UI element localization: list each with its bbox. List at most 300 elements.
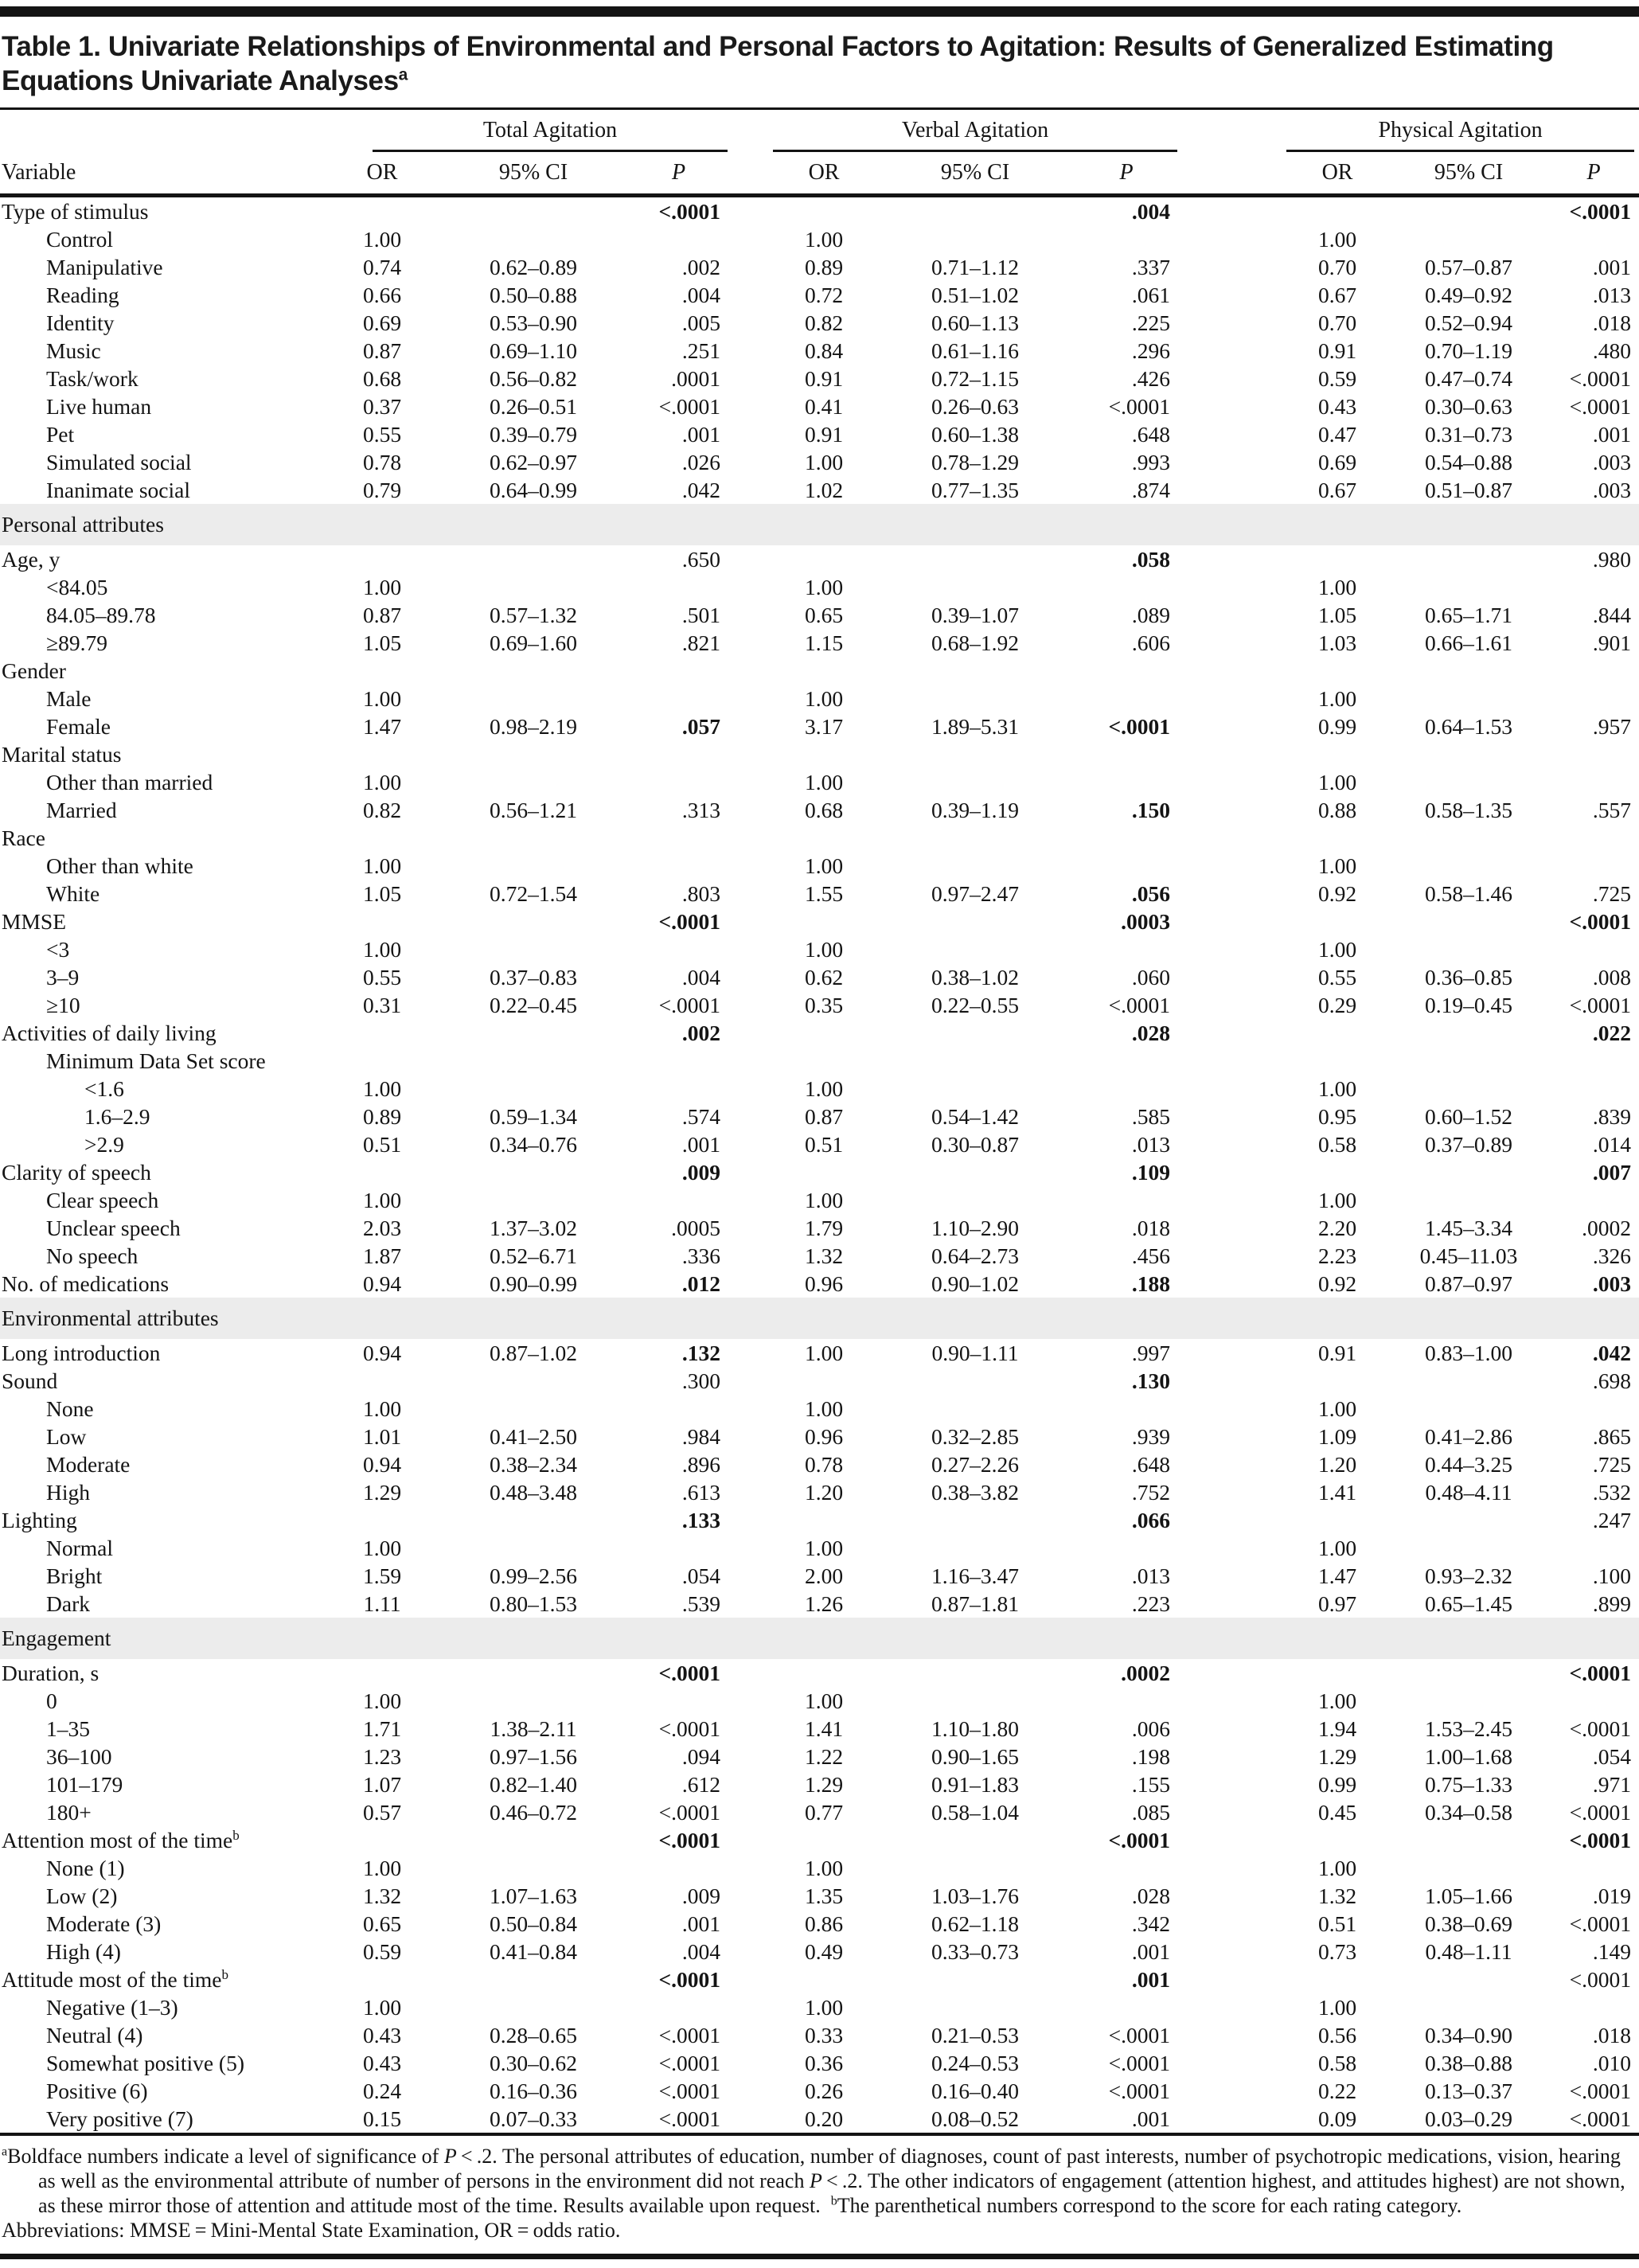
table-row	[0, 365, 1639, 392]
ci-cell: 0.48–1.11	[1425, 1939, 1512, 1964]
ci-cell: 0.58–1.04	[931, 1800, 1020, 1825]
or-cell: 2.00	[804, 1563, 844, 1588]
or-cell: 0.55	[1317, 965, 1357, 990]
p-cell: .874	[1131, 478, 1171, 502]
ci-cell	[876, 1965, 1075, 1993]
p-cell: .058	[1131, 547, 1171, 572]
spacer-cell	[1178, 824, 1286, 852]
spacer-cell	[728, 880, 772, 908]
p-cell	[629, 1687, 728, 1715]
or-cell	[1286, 196, 1389, 226]
p-cell: .501	[681, 603, 721, 627]
variable-cell: 36–100	[46, 1744, 112, 1769]
or-cell: 1.00	[804, 1688, 844, 1713]
spacer-cell	[1178, 281, 1286, 309]
table-body	[0, 196, 1639, 2135]
ci-cell	[876, 1367, 1075, 1395]
ci-cell	[438, 545, 629, 573]
table-row	[0, 768, 1639, 796]
ci-cell	[438, 1506, 629, 1534]
spacer-cell	[1178, 1965, 1286, 1993]
or-cell: 0.35	[804, 993, 844, 1017]
or-cell	[326, 1047, 438, 1075]
ci-cell: 0.53–0.90	[490, 310, 577, 335]
or-cell: 1.00	[804, 937, 844, 962]
or-cell: 1.41	[804, 1716, 844, 1741]
or-cell: 0.58	[1317, 2051, 1357, 2075]
table-row	[0, 2105, 1639, 2134]
table-row	[0, 1103, 1639, 1130]
ci-cell: 0.64–0.99	[490, 478, 577, 502]
ci-cell: 0.27–2.26	[931, 1452, 1020, 1477]
ci-cell: 0.38–2.34	[490, 1452, 577, 1477]
variable-cell: <3	[46, 937, 70, 962]
ci-cell: 0.45–11.03	[1419, 1243, 1518, 1268]
ci-cell	[1389, 1826, 1548, 1854]
or-cell: 1.29	[804, 1772, 844, 1797]
or-cell: 1.00	[362, 1995, 402, 2020]
p-cell: .899	[1592, 1591, 1632, 1616]
ci-cell: 0.64–2.73	[931, 1243, 1020, 1268]
variable-cell: Other than married	[46, 770, 213, 794]
or-cell: 1.94	[1317, 1716, 1357, 1741]
variable-cell: Race	[2, 826, 45, 850]
spacer-cell	[1178, 2049, 1286, 2077]
p-cell: <.0001	[1108, 2023, 1171, 2047]
p-cell: .997	[1131, 1341, 1171, 1365]
spacer-cell	[1178, 309, 1286, 337]
p-cell: .132	[681, 1341, 721, 1365]
table-row	[0, 1242, 1639, 1270]
ci-cell	[438, 1075, 629, 1103]
spacer-cell	[728, 1103, 772, 1130]
table-row	[0, 796, 1639, 824]
table-row	[0, 1715, 1639, 1743]
spacer-cell	[1178, 1770, 1286, 1798]
column-header-ci-verbal: 95% CI	[876, 153, 1075, 196]
p-cell: .012	[681, 1271, 721, 1296]
p-cell: <.0001	[658, 2106, 721, 2131]
spacer-cell	[1178, 365, 1286, 392]
p-cell: .839	[1592, 1104, 1632, 1129]
spacer-cell	[1178, 796, 1286, 824]
variable-cell: Pet	[46, 422, 75, 447]
table-row	[0, 1770, 1639, 1798]
p-cell: <.0001	[658, 2079, 721, 2103]
variable-cell: No. of medications	[2, 1271, 170, 1296]
p-cell: .054	[1592, 1744, 1632, 1769]
spacer-cell	[728, 1590, 772, 1618]
column-header-ci-total: 95% CI	[438, 153, 629, 196]
p-cell: .008	[1592, 965, 1632, 990]
p-cell: .532	[1592, 1480, 1632, 1505]
or-cell	[772, 545, 876, 573]
ci-cell	[876, 1019, 1075, 1047]
ci-cell: 0.64–1.53	[1425, 714, 1513, 739]
variable-cell: 1.6–2.9	[84, 1104, 150, 1129]
ci-cell	[876, 1075, 1075, 1103]
p-cell: .013	[1592, 283, 1632, 307]
variable-cell: Gender	[2, 658, 66, 683]
p-cell	[629, 768, 728, 796]
spacer-cell	[1178, 2021, 1286, 2049]
ci-cell	[438, 740, 629, 768]
or-cell: 0.74	[362, 255, 402, 279]
or-cell: 2.23	[1317, 1243, 1357, 1268]
or-cell: 0.45	[1317, 1800, 1357, 1825]
or-cell: 1.00	[804, 1341, 844, 1365]
table-row	[0, 935, 1639, 963]
p-cell: <.0001	[1569, 1967, 1632, 1992]
spacer-cell	[728, 601, 772, 629]
spacer-cell	[1178, 392, 1286, 420]
or-cell: 0.82	[362, 798, 402, 822]
ci-cell: 0.41–0.84	[490, 1939, 577, 1964]
or-cell: 1.00	[1317, 1688, 1357, 1713]
p-cell: .326	[1592, 1243, 1632, 1268]
ci-cell: 0.78–1.29	[931, 450, 1020, 474]
or-cell: 0.84	[804, 338, 844, 363]
or-cell	[326, 1019, 438, 1047]
spacer-cell	[1178, 935, 1286, 963]
table-row	[0, 1450, 1639, 1478]
ci-cell	[876, 1854, 1075, 1882]
spacer-cell	[1178, 1214, 1286, 1242]
or-cell	[1286, 1019, 1389, 1047]
or-cell: 0.95	[1317, 1104, 1357, 1129]
variable-cell: Music	[46, 338, 101, 363]
ci-cell: 0.19–0.45	[1425, 993, 1513, 1017]
or-cell: 0.22	[1317, 2079, 1357, 2103]
table-row	[0, 1339, 1639, 1367]
ci-cell	[438, 1395, 629, 1423]
p-cell: .002	[681, 255, 721, 279]
ci-cell: 0.37–0.83	[490, 965, 577, 990]
p-cell	[1548, 1186, 1639, 1214]
footnote-text: $^a$Boldface numbers indicate a level of significance of P < .2. The personal attributes of education, number of diagnoses, count of past interests, number of psychotropic medications, vision, hearing as well as the environmental attribute of number of persons in the environment did not reach P < .2. The other indicators of engagement (attention highest, and attitudes highest) are not shown, as these mirror those of attention and attitude most of the time. Results available upon request. $^b$The parenthetical numbers correspond to the score for each rating category.	[2, 2145, 1625, 2217]
p-cell: .480	[1592, 338, 1632, 363]
p-cell	[1075, 1075, 1178, 1103]
or-cell: 0.67	[1317, 283, 1357, 307]
variable-cell: White	[46, 881, 100, 906]
ci-cell: 0.97–1.56	[490, 1744, 577, 1769]
or-cell: 0.91	[804, 366, 844, 391]
or-cell: 0.96	[804, 1424, 844, 1449]
ci-cell: 0.48–4.11	[1425, 1480, 1512, 1505]
p-cell: .612	[681, 1772, 721, 1797]
ci-cell: 0.03–0.29	[1425, 2106, 1513, 2131]
spacer-cell	[1178, 1270, 1286, 1298]
or-cell	[1286, 824, 1389, 852]
variable-cell: Very positive (7)	[46, 2106, 193, 2131]
spacer-cell	[728, 2105, 772, 2134]
spacer-cell	[728, 935, 772, 963]
p-cell: .557	[1592, 798, 1632, 822]
p-cell	[629, 225, 728, 253]
spacer-cell	[1178, 1186, 1286, 1214]
spacer-cell	[1178, 110, 1286, 153]
variable-cell: Other than white	[46, 853, 193, 878]
or-cell: 1.00	[804, 450, 844, 474]
table-row	[0, 1590, 1639, 1618]
ci-cell	[876, 1395, 1075, 1423]
or-cell	[1286, 1506, 1389, 1534]
or-cell	[772, 1506, 876, 1534]
p-cell	[1548, 1993, 1639, 2021]
title-line-1: Table 1. Univariate Relationships of Environmental and Personal Factors to Agitation: Results of Generalized Estimating	[2, 31, 1554, 62]
spacer-cell	[728, 1214, 772, 1242]
or-cell: 0.72	[804, 283, 844, 307]
p-cell	[1075, 1186, 1178, 1214]
table-row	[0, 963, 1639, 991]
p-cell	[1075, 685, 1178, 712]
variable-cell: Negative (1–3)	[46, 1995, 178, 2020]
p-cell	[1548, 225, 1639, 253]
or-cell: 1.00	[804, 575, 844, 599]
spacer-cell	[728, 1854, 772, 1882]
spacer-cell	[1178, 1478, 1286, 1506]
p-cell	[1075, 1687, 1178, 1715]
spacer-cell	[1178, 1910, 1286, 1938]
p-cell	[629, 1993, 728, 2021]
ci-cell	[1389, 1854, 1548, 1882]
table-row	[0, 824, 1639, 852]
or-cell	[1286, 1826, 1389, 1854]
or-cell: 0.43	[362, 2023, 402, 2047]
ci-cell: 0.98–2.19	[490, 714, 577, 739]
ci-cell: 0.07–0.33	[490, 2106, 577, 2131]
spacer-cell	[728, 1242, 772, 1270]
or-cell: 1.71	[362, 1716, 402, 1741]
p-cell: <.0001	[658, 394, 721, 419]
or-cell: 1.00	[1317, 937, 1357, 962]
p-cell: <.0001	[1108, 993, 1171, 1017]
or-cell: 0.69	[362, 310, 402, 335]
spacer-cell	[1178, 2105, 1286, 2134]
or-cell: 1.47	[1317, 1563, 1357, 1588]
p-cell: .752	[1131, 1480, 1171, 1505]
variable-cell: Clarity of speech	[2, 1160, 151, 1185]
or-cell: 1.00	[362, 1536, 402, 1560]
spacer-cell	[1178, 1993, 1286, 2021]
or-cell: 1.05	[1317, 603, 1357, 627]
or-cell: 1.15	[804, 630, 844, 655]
ci-cell: 0.75–1.33	[1425, 1772, 1513, 1797]
p-cell: .313	[681, 798, 721, 822]
ci-cell: 0.90–1.11	[931, 1341, 1019, 1365]
table-row	[0, 1395, 1639, 1423]
p-cell: .060	[1131, 965, 1171, 990]
ci-cell: 1.05–1.66	[1425, 1883, 1513, 1908]
or-cell	[1286, 545, 1389, 573]
or-cell: 0.99	[1317, 714, 1357, 739]
or-cell: 0.15	[362, 2106, 402, 2131]
spacer-cell	[728, 1826, 772, 1854]
or-cell: 0.41	[804, 394, 844, 419]
p-cell: .725	[1592, 1452, 1632, 1477]
ci-cell: 1.89–5.31	[931, 714, 1020, 739]
or-cell: 1.05	[362, 630, 402, 655]
ci-cell	[1389, 1395, 1548, 1423]
ci-cell	[438, 1158, 629, 1186]
ci-cell: 0.51–0.87	[1425, 478, 1513, 502]
p-cell: .005	[681, 310, 721, 335]
spacer-cell	[728, 153, 772, 196]
or-cell: 0.36	[804, 2051, 844, 2075]
or-cell: 1.00	[362, 1856, 402, 1880]
ci-cell: 0.87–1.81	[931, 1591, 1020, 1616]
ci-cell	[1389, 935, 1548, 963]
variable-cell: Reading	[46, 283, 119, 307]
ci-cell: 0.60–1.52	[1425, 1104, 1513, 1129]
ci-cell: 0.22–0.45	[490, 993, 577, 1017]
ci-cell	[438, 1186, 629, 1214]
or-cell: 0.73	[1317, 1939, 1357, 1964]
ci-cell: 0.22–0.55	[931, 993, 1020, 1017]
page-title	[2, 29, 1639, 98]
ci-cell	[876, 573, 1075, 601]
table-row	[0, 2077, 1639, 2105]
ci-cell: 0.51–1.02	[931, 283, 1020, 307]
p-cell: .844	[1592, 603, 1632, 627]
variable-cell: Marital status	[2, 742, 122, 767]
or-cell: 0.26	[804, 2079, 844, 2103]
ci-cell: 0.91–1.83	[931, 1772, 1020, 1797]
table-row	[0, 1993, 1639, 2021]
ci-cell: 0.08–0.52	[931, 2106, 1020, 2131]
or-cell	[326, 196, 438, 226]
or-cell	[772, 740, 876, 768]
or-cell: 0.51	[1317, 1911, 1357, 1936]
p-cell: .066	[1131, 1508, 1171, 1532]
table-row	[0, 392, 1639, 420]
ci-cell: 1.38–2.11	[490, 1716, 577, 1741]
table-row	[0, 253, 1639, 281]
p-cell: .042	[1592, 1341, 1632, 1365]
p-cell: .574	[681, 1104, 721, 1129]
or-cell: 0.66	[362, 283, 402, 307]
ci-cell	[876, 657, 1075, 685]
p-cell: .100	[1592, 1563, 1632, 1588]
table-row	[0, 1798, 1639, 1826]
p-cell: .054	[681, 1563, 721, 1588]
p-cell: .056	[1131, 881, 1171, 906]
ci-cell	[1389, 824, 1548, 852]
p-cell	[629, 1534, 728, 1562]
spacer-cell	[1178, 685, 1286, 712]
column-header-p-physical: P	[1548, 153, 1639, 196]
spacer-cell	[1178, 1339, 1286, 1367]
p-cell: .014	[1592, 1132, 1632, 1157]
or-cell: 1.32	[804, 1243, 844, 1268]
p-cell: .0002	[1582, 1216, 1632, 1240]
ci-cell	[1389, 1158, 1548, 1186]
spacer-cell	[1178, 1534, 1286, 1562]
or-cell: 0.69	[1317, 450, 1357, 474]
table-row	[0, 1270, 1639, 1298]
or-cell: 0.86	[804, 1911, 844, 1936]
table-row	[0, 1214, 1639, 1242]
p-cell: <.0001	[1569, 1661, 1632, 1685]
table-row	[0, 1423, 1639, 1450]
or-cell: 2.20	[1317, 1216, 1357, 1240]
or-cell	[326, 657, 438, 685]
p-cell	[1548, 1395, 1639, 1423]
or-cell: 1.20	[1317, 1452, 1357, 1477]
table-row	[0, 629, 1639, 657]
or-cell: 0.49	[804, 1939, 844, 1964]
p-cell	[1075, 573, 1178, 601]
p-cell: .028	[1131, 1021, 1171, 1045]
spacer-cell	[1178, 991, 1286, 1019]
spacer-cell	[1178, 448, 1286, 476]
p-cell: .300	[681, 1368, 721, 1393]
or-cell: 0.62	[804, 965, 844, 990]
p-cell: .085	[1131, 1800, 1171, 1825]
or-cell	[326, 1506, 438, 1534]
or-cell: 0.70	[1317, 255, 1357, 279]
p-cell: <.0001	[1569, 1716, 1632, 1741]
spacer-cell	[728, 768, 772, 796]
p-cell: .013	[1131, 1132, 1171, 1157]
p-cell: .650	[681, 547, 721, 572]
or-cell	[1286, 908, 1389, 935]
ci-cell	[876, 1186, 1075, 1214]
p-cell: .957	[1592, 714, 1632, 739]
p-cell: .606	[1131, 630, 1171, 655]
or-cell	[326, 1965, 438, 1993]
table-row	[0, 476, 1639, 504]
or-cell: 0.89	[362, 1104, 402, 1129]
or-cell: 1.11	[363, 1591, 401, 1616]
ci-cell	[438, 685, 629, 712]
ci-cell: 0.57–1.32	[490, 603, 577, 627]
ci-cell	[438, 768, 629, 796]
p-cell: <.0001	[658, 2051, 721, 2075]
p-cell: .001	[1131, 1939, 1171, 1964]
title-line-2: Equations Univariate Analyses	[2, 65, 399, 96]
p-cell: .018	[1131, 1216, 1171, 1240]
ci-cell: 0.87–1.02	[490, 1341, 577, 1365]
or-cell	[772, 1158, 876, 1186]
spacer-cell	[1178, 908, 1286, 935]
or-cell	[326, 908, 438, 935]
ci-cell	[438, 1047, 629, 1075]
p-cell: .648	[1131, 422, 1171, 447]
ci-cell	[438, 1019, 629, 1047]
spacer-cell	[728, 796, 772, 824]
variable-cell: ≥10	[46, 993, 80, 1017]
or-cell: 1.00	[1317, 1536, 1357, 1560]
or-cell: 1.00	[362, 937, 402, 962]
spacer-cell	[1178, 1130, 1286, 1158]
p-cell: .821	[681, 630, 721, 655]
journal-table-page	[0, 6, 1639, 2259]
spacer-cell	[1178, 1158, 1286, 1186]
p-cell: <.0001	[1108, 394, 1171, 419]
section-row	[0, 1618, 1639, 1659]
or-cell: 1.00	[804, 686, 844, 711]
or-cell	[772, 657, 876, 685]
or-cell: 0.91	[1317, 338, 1357, 363]
p-cell: .993	[1131, 450, 1171, 474]
p-cell: .155	[1131, 1772, 1171, 1797]
p-cell: .061	[1131, 283, 1171, 307]
ci-cell: 0.30–0.63	[1425, 394, 1513, 419]
spacer-cell	[728, 1562, 772, 1590]
ci-cell	[438, 935, 629, 963]
or-cell	[326, 1158, 438, 1186]
